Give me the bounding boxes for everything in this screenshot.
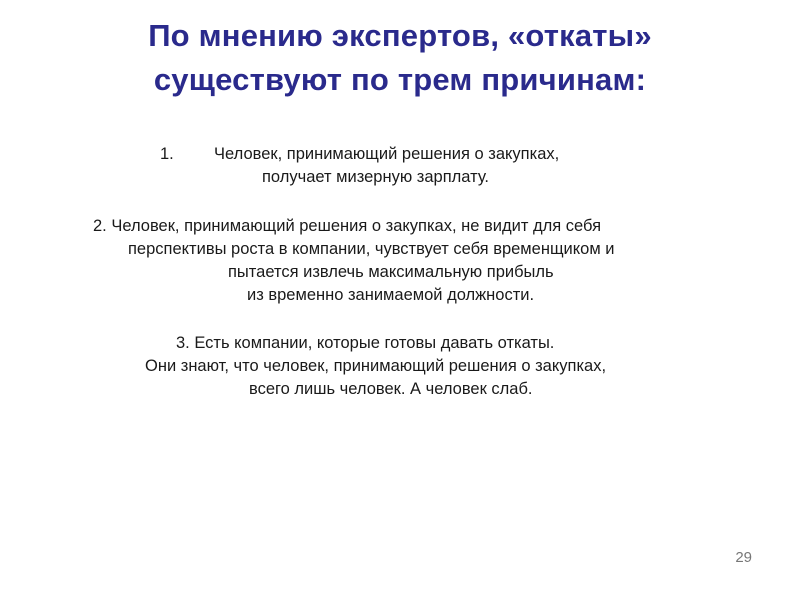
reason-2-line-2: перспективы роста в компании, чувствует себя временщиком и bbox=[128, 240, 615, 258]
title-line-1: По мнению экспертов, «откаты» bbox=[148, 18, 652, 53]
slide-title bbox=[40, 14, 760, 102]
reason-2-line-4: из временно занимаемой должности. bbox=[247, 286, 535, 304]
title-line-2: существуют по трем причинам: bbox=[153, 62, 647, 97]
reason-2-line-1: 2. Человек, принимающий решения о закупках, не видит для себя bbox=[93, 217, 602, 235]
reason-1-number: 1. bbox=[160, 145, 174, 163]
reason-3-line-3: всего лишь человек. А человек слаб. bbox=[249, 380, 533, 398]
reason-2-line-3: пытается извлечь максимальную прибыль bbox=[228, 263, 554, 281]
reason-3-line-2: Они знают, что человек, принимающий решения о закупках, bbox=[145, 357, 607, 375]
reason-1-line-2: получает мизерную зарплату. bbox=[262, 168, 490, 186]
page-number: 29 bbox=[735, 549, 752, 566]
reason-3-line-1: 3. Есть компании, которые готовы давать откаты. bbox=[176, 334, 555, 352]
reason-1-line-1: Человек, принимающий решения о закупках, bbox=[214, 145, 560, 163]
